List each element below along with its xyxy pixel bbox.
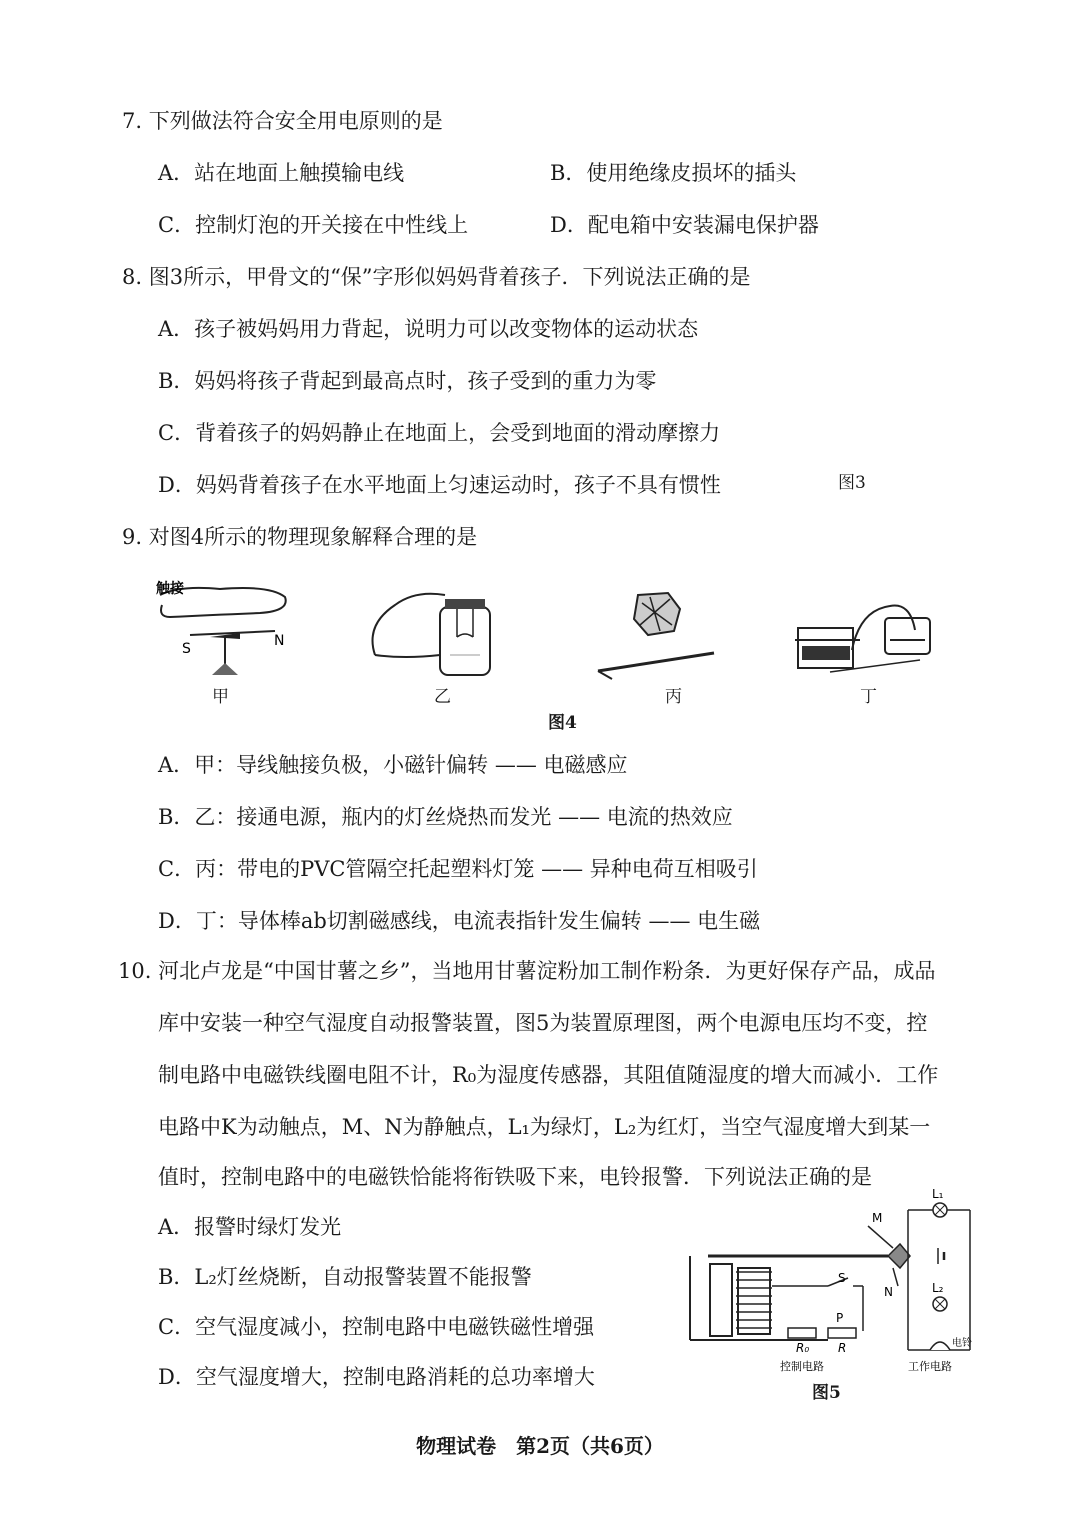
q8-option-c: C．背着孩子的妈妈静止在地面上，会受到地面的滑动摩擦力	[158, 421, 721, 445]
q10-line-5: 值时，控制电路中的电磁铁恰能将衔铁吸下来，电铃报警．下列说法正确的是	[158, 1165, 872, 1189]
touch-label: 触接	[156, 581, 184, 597]
s-pole-label: S	[182, 641, 191, 657]
figure-3-label: 图3	[838, 473, 866, 493]
q10-line-1: 10. 河北卢龙是“中国甘薯之乡”，当地用甘薯淀粉加工制作粉条．为更好保存产品，成品	[118, 959, 936, 983]
q10-option-d: D．空气湿度增大，控制电路消耗的总功率增大	[158, 1365, 595, 1389]
figure-jia-caption: 甲	[212, 687, 229, 707]
work-circuit-label: 工作电路	[908, 1360, 952, 1373]
n-pole-label: N	[274, 633, 285, 649]
r-label: R	[838, 1341, 847, 1355]
r0-label: R₀	[796, 1341, 810, 1355]
figure-yi-bulb-jar	[365, 575, 505, 685]
figure-5-label: 图5	[812, 1383, 841, 1403]
q10-line-3: 制电路中电磁铁线圈电阻不计，R₀为湿度传感器，其阻值随湿度的增大而减小．工作	[158, 1063, 939, 1087]
q8-option-a: A．孩子被妈妈用力背起，说明力可以改变物体的运动状态	[158, 317, 699, 341]
q10-option-a: A．报警时绿灯发光	[158, 1215, 342, 1239]
q9-option-b: B．乙：接通电源，瓶内的灯丝烧热而发光 —— 电流的热效应	[158, 805, 733, 829]
control-circuit-label: 控制电路	[780, 1360, 824, 1373]
q8-stem: 8. 图3所示，甲骨文的“保”字形似妈妈背着孩子．下列说法正确的是	[122, 265, 751, 289]
q10-line-2: 库中安装一种空气湿度自动报警装置，图5为装置原理图，两个电源电压均不变，控	[158, 1011, 928, 1035]
q7-option-d: D．配电箱中安装漏电保护器	[550, 213, 819, 237]
m-contact-label: M	[872, 1211, 883, 1225]
page-footer: 物理试卷 第2页（共6页）	[416, 1434, 664, 1458]
switch-s-label: S	[838, 1271, 846, 1285]
n-contact-label: N	[884, 1285, 893, 1299]
slider-p-label: P	[836, 1311, 844, 1325]
figure-bing-caption: 丙	[665, 687, 682, 707]
q7-stem: 7. 下列做法符合安全用电原则的是	[122, 109, 443, 133]
figure-ding-conductor-magnet	[790, 590, 940, 690]
q10-option-b: B．L₂灯丝烧断，自动报警装置不能报警	[158, 1265, 532, 1289]
q7-option-b: B．使用绝缘皮损坏的插头	[550, 161, 797, 185]
figure-jia-compass-wire	[150, 575, 300, 685]
figure-ding-caption: 丁	[860, 687, 877, 707]
figure-4-label: 图4	[548, 713, 577, 733]
q9-stem: 9. 对图4所示的物理现象解释合理的是	[122, 525, 478, 549]
q8-option-b: B．妈妈将孩子背起到最高点时，孩子受到的重力为零	[158, 369, 657, 393]
figure-yi-caption: 乙	[434, 687, 451, 707]
q7-option-c: C．控制灯泡的开关接在中性线上	[158, 213, 469, 237]
q10-option-c: C．空气湿度减小，控制电路中电磁铁磁性增强	[158, 1315, 595, 1339]
figure-bing-pvc-lantern	[590, 585, 720, 685]
figure-5-circuit	[688, 1186, 978, 1376]
bell-label: 电铃	[952, 1338, 972, 1349]
q9-option-d: D．丁：导体棒ab切割磁感线，电流表指针发生偏转 —— 电生磁	[158, 909, 761, 933]
q7-option-a: A．站在地面上触摸输电线	[158, 161, 405, 185]
q9-option-a: A．甲：导线触接负极，小磁针偏转 —— 电磁感应	[158, 753, 628, 777]
q10-line-4: 电路中K为动触点，M、N为静触点，L₁为绿灯，L₂为红灯，当空气湿度增大到某一	[158, 1115, 931, 1139]
q9-option-c: C．丙：带电的PVC管隔空托起塑料灯笼 —— 异种电荷互相吸引	[158, 857, 758, 881]
l2-label: L₂	[932, 1281, 944, 1295]
l1-label: L₁	[932, 1187, 944, 1201]
q8-option-d: D．妈妈背着孩子在水平地面上匀速运动时，孩子不具有惯性	[158, 473, 721, 497]
